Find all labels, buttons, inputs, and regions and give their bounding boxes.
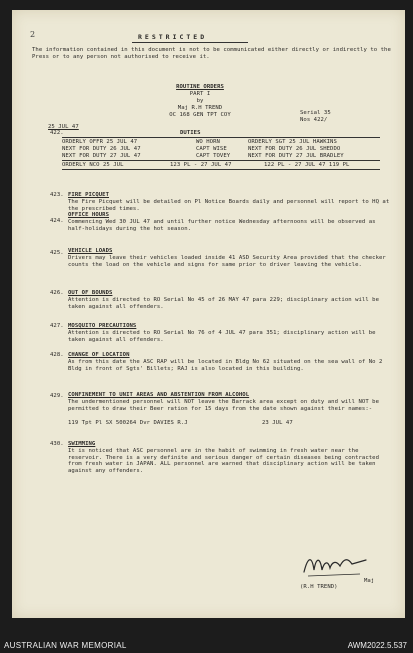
- footer-accession: AWM2022.5.537: [347, 641, 407, 650]
- orders-officer: Maj R.H TREND: [177, 105, 223, 111]
- duty-row-left-label: NEXT FOR DUTY 27 JUL 47: [62, 153, 141, 159]
- order-number: 427.: [50, 323, 64, 329]
- order-number: 425.: [50, 250, 64, 256]
- orders-unit: OC 168 GEN TPT COY: [169, 112, 231, 118]
- duty-row-left-label: NEXT FOR DUTY 26 JUL 47: [62, 146, 141, 152]
- order-title: CONFINEMENT TO UNIT AREAS AND ABSTENTION FROM ALCOHOL: [68, 392, 250, 398]
- order-title: OFFICE HOURS: [68, 212, 110, 218]
- signature-rank: Maj: [364, 578, 375, 584]
- order-title: CHANGE OF LOCATION: [68, 352, 130, 358]
- confinement-entry: 119 Tpt Pl SX 500264 Dvr DAVIES R.J: [68, 420, 188, 426]
- order-body: Attention is directed to RO Serial No 45 of 26 MAY 47 para 229; disciplinary action will be taken against all offenders.: [68, 297, 380, 310]
- orders-part: PART I: [189, 91, 211, 97]
- duty-row-right: ORDERLY SGT 25 JUL HAWKINS: [248, 139, 337, 145]
- duty-row-left-label: ORDERLY OFFR 25 JUL 47: [62, 139, 138, 145]
- order-body: It is noticed that ASC personnel are in the habit of swimming in fresh water near the reservoir. There is a very definite and serious danger of certain diseases being contracted from fresh water in JAPAN. ALL personnel are warned that disciplinary action will be taken against any offenders.: [68, 448, 380, 474]
- duties-bottom-rule: [62, 169, 380, 170]
- serial-nos: Nos 422/: [300, 117, 328, 123]
- duty-row-left-name: CAPT WISE: [196, 146, 227, 152]
- order-number: 430.: [50, 441, 64, 447]
- order-title: OUT OF BOUNDS: [68, 290, 113, 296]
- order-title: SWIMMING: [68, 441, 96, 447]
- duty-row-right: 122 PL - 27 JUL 47 119 PL: [264, 162, 350, 168]
- serial-number: Serial 35: [300, 110, 331, 116]
- order-number: 426.: [50, 290, 64, 296]
- order-body: Drivers may leave their vehicles loaded inside 41 ASD Security Area provided that the checker counts the load on the vehicle and signs for same prior to driver leaving the vehicle.: [68, 255, 386, 268]
- order-body: Attention is directed to RO Serial No 76 of 4 JUL 47 para 351; disciplinary action will be taken against all offenders.: [68, 330, 376, 343]
- duty-row-left-name: CAPT TOVEY: [196, 153, 231, 159]
- duty-row-left-label: ORDERLY NCO 25 JUL: [62, 162, 124, 168]
- classification-underline: [132, 42, 248, 43]
- order-body: The Fire Picquet will be detailed on Pl Notice Boards daily and personnel will report to HQ at the prescribed times.: [68, 199, 390, 212]
- signature-scribble: [300, 550, 370, 580]
- confinement-date: 23 JUL 47: [262, 420, 293, 426]
- footer-institution: AUSTRALIAN WAR MEMORIAL: [4, 641, 127, 650]
- orders-date: 25 JUL 47: [48, 124, 79, 130]
- order-title: MOSQUITO PRECAUTIONS: [68, 323, 137, 329]
- duties-mid-rule: [62, 160, 380, 161]
- order-number: 423.: [50, 192, 64, 198]
- order-number: 428.: [50, 352, 64, 358]
- orders-title: ROUTINE ORDERS: [176, 84, 224, 90]
- order-number: 424.: [50, 218, 64, 224]
- order-title: FIRE PICQUET: [68, 192, 110, 198]
- page-mark: 2: [30, 30, 36, 39]
- orders-by: by: [196, 98, 204, 104]
- duty-row-left-name: 123 PL - 27 JUL 47: [170, 162, 232, 168]
- signature-name: (R.H TREND): [300, 584, 338, 590]
- order-body: The undermentioned personnel will NOT leave the Barrack area except on duty and will NOT be permitted to draw their Beer ration for 15 days from the date shown against their names:-: [68, 399, 380, 412]
- duties-heading: DUTIES: [180, 130, 201, 136]
- order-body: As from this date the ASC RAP will be located in Bldg No 62 situated on the sea wall of No 2 Bldg in front of Sgts' Billets; RAJ is also located in this building.: [68, 359, 383, 372]
- duty-row-left-name: WO HORN: [196, 139, 220, 145]
- duties-top-rule: [62, 137, 380, 138]
- intro-notice: The information contained in this document is not to be communicated either directly or indirectly to the Press or to any person not authorised to receive it.: [32, 47, 391, 60]
- order-title: VEHICLE LOADS: [68, 248, 113, 254]
- duty-row-right: NEXT FOR DUTY 27 JUL BRADLEY: [248, 153, 344, 159]
- order-422-number: 422.: [50, 130, 64, 136]
- order-body: Commencing Wed 30 JUL 47 and until further notice Wednesday afternoons will be observed as half-holidays during the hot season.: [68, 219, 376, 232]
- order-number: 429.: [50, 393, 64, 399]
- duty-row-right: NEXT FOR DUTY 26 JUL SHEDDO: [248, 146, 341, 152]
- classification-heading: RESTRICTED: [138, 33, 208, 41]
